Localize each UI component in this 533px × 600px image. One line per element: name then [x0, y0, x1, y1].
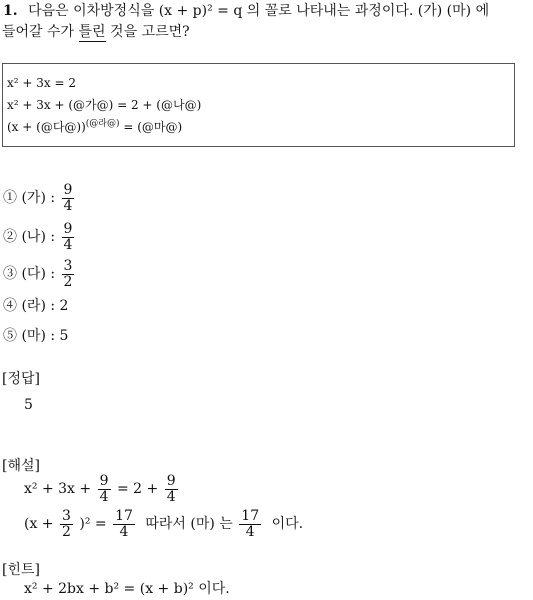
hint-text: x² + 2bx + b² = (x + b)² 이다.	[24, 581, 230, 597]
solution-l2-a: (x +	[24, 516, 54, 533]
answer-heading: [정답]	[2, 371, 40, 387]
box-line-3-left: (x + (@다@))	[7, 120, 86, 134]
solution-fraction: $\frac{17}{4}$	[115, 508, 133, 540]
choice-label: (다) :	[21, 266, 56, 283]
solution-fraction: $\frac{9}{4}$	[166, 473, 176, 505]
choice-mark: ③	[3, 266, 17, 283]
box-line-3	[7, 119, 182, 135]
choice-value: 2	[59, 298, 69, 314]
hint-heading: [힌트]	[2, 562, 40, 578]
solution-l2-d: 이다.	[271, 516, 304, 533]
answer-value: 5	[24, 397, 33, 413]
choice-fraction: $\frac{9}{4}$	[63, 221, 73, 253]
question-underlined-word: 틀린	[78, 24, 106, 40]
solution-fraction: $\frac{17}{4}$	[241, 508, 260, 540]
question-number: 1.	[3, 3, 18, 19]
solution-line-2	[24, 509, 303, 539]
question-line2	[2, 24, 190, 42]
question-line2-before: 들어갈 수가	[2, 24, 75, 40]
solution-fraction: $\frac{9}{4}$	[99, 473, 109, 505]
choice-4[interactable]	[3, 298, 68, 316]
box-line-3-right: = (@마@)	[123, 120, 183, 134]
choice-label: (라) :	[21, 298, 56, 314]
box-line-1: x² + 3x = 2	[7, 76, 76, 90]
solution-l2-c: 따라서 (마) 는	[145, 516, 233, 533]
choice-value: 5	[59, 328, 69, 344]
choice-label: (마) :	[21, 328, 56, 344]
choice-label: (나) :	[21, 229, 56, 246]
solution-fraction: $\frac{3}{2}$	[62, 508, 71, 540]
solution-l1-a: x² + 3x +	[24, 481, 92, 498]
choice-mark: ①	[3, 190, 17, 207]
solution-l2-b: )² =	[79, 516, 107, 533]
choice-label: (가) :	[21, 190, 56, 207]
choice-mark: ④	[3, 298, 17, 314]
question-line2-after: 것을 고르면?	[110, 24, 190, 40]
box-line-3-sup: (@라@)	[85, 119, 120, 129]
box-line-2: x² + 3x + (@가@) = 2 + (@나@)	[7, 98, 202, 112]
solution-line-1	[24, 474, 180, 504]
choice-mark: ②	[3, 229, 17, 246]
choice-fraction: $\frac{3}{2}$	[63, 258, 73, 290]
choice-5[interactable]	[3, 328, 68, 346]
choice-fraction: $\frac{9}{4}$	[63, 182, 73, 214]
choice-mark: ⑤	[3, 328, 17, 344]
question-line1: 다음은 이차방정식을 (x + p)² = q 의 꼴로 나타내는 과정이다. (가) (마) 에	[28, 3, 490, 19]
choice-2[interactable]	[3, 222, 76, 252]
question-text	[3, 3, 489, 21]
choice-1[interactable]	[3, 183, 76, 213]
solution-l1-b: = 2 +	[116, 481, 159, 498]
choice-3[interactable]	[3, 259, 76, 289]
solution-heading: [해설]	[2, 458, 40, 474]
